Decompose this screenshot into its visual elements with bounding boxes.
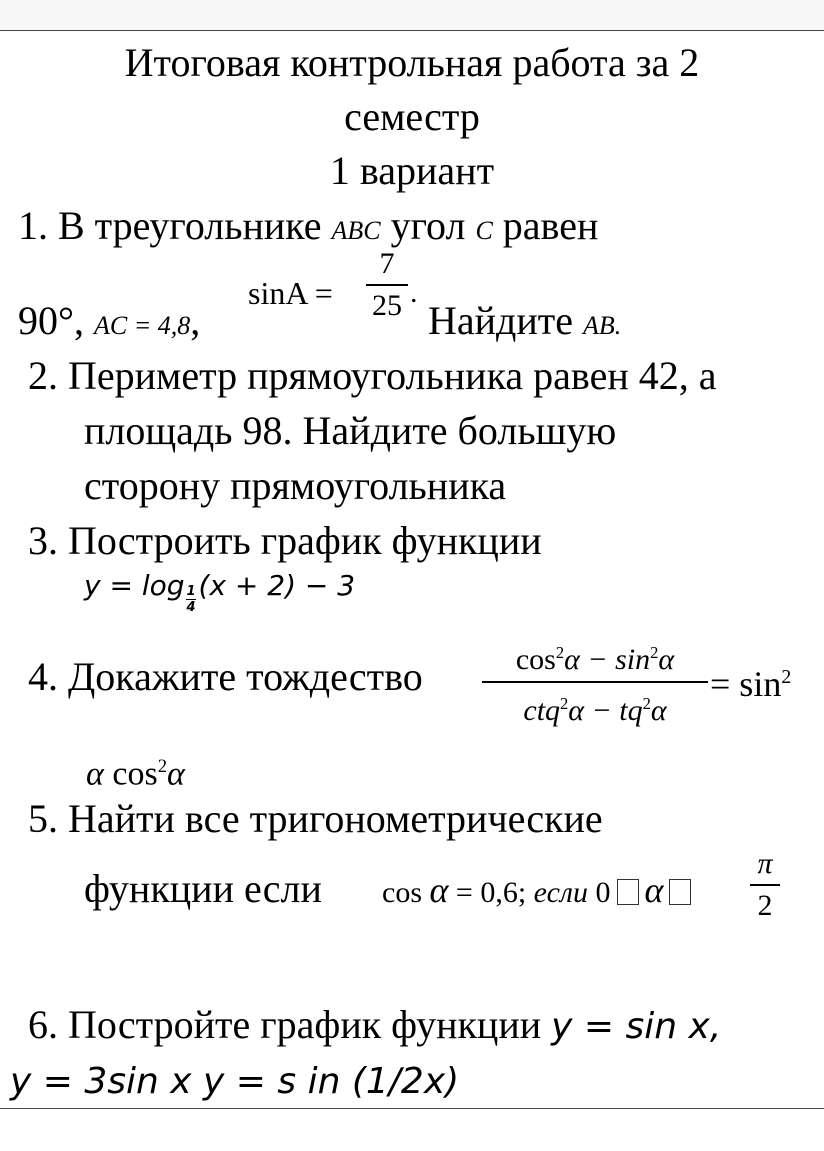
task6-f1: y = sin x, xyxy=(551,1006,722,1047)
doc-title-line2: семестр xyxy=(344,94,480,139)
task3-base-num: 1 xyxy=(186,584,196,599)
task5-pi: π xyxy=(757,847,773,880)
task4-label: 4. Докажите тождество xyxy=(28,654,423,699)
task6-line2: y = 3sin x y = s in (1/2x) xyxy=(10,1061,460,1102)
doc-title-line1: Итоговая контрольная работа за 2 xyxy=(124,40,700,85)
task1-text-b: угол xyxy=(390,203,466,248)
task1-fraction xyxy=(366,246,408,324)
task1-frac-bar xyxy=(366,284,408,286)
missing-glyph-icon xyxy=(669,879,691,905)
task3-arg: (x + 2) − 3 xyxy=(198,569,356,602)
viewer-top-bar xyxy=(0,0,824,30)
task1-ac: AC = 4,8 xyxy=(94,311,191,340)
task1-dot: . xyxy=(410,276,418,309)
task5-two: 2 xyxy=(757,889,773,922)
task4-fraction xyxy=(482,634,708,730)
task5-condition xyxy=(382,870,697,913)
task5-line2: функции если xyxy=(84,866,322,911)
task6-line1 xyxy=(28,1002,721,1050)
task5-pi-fraction xyxy=(750,846,780,924)
task5-line1: 5. Найти все тригонометрические xyxy=(28,796,603,841)
task6-label: 6. Постройте график функции xyxy=(28,1002,542,1047)
task1-comma: , xyxy=(190,298,201,343)
task3-base-den: 4 xyxy=(186,600,196,615)
task4-continuation: α $\cos^2\alpha$ xyxy=(86,755,185,793)
bottom-divider xyxy=(0,1108,824,1109)
task1-degree: 90°, xyxy=(18,298,84,343)
missing-glyph-icon xyxy=(617,879,639,905)
top-divider xyxy=(0,30,824,31)
variant-label: 1 вариант xyxy=(329,148,495,193)
task1-sin-a-text: sinA = xyxy=(248,275,333,311)
task1-line1 xyxy=(18,203,598,254)
task1-ab: AB. xyxy=(583,311,622,340)
task2-line3: сторону прямоугольника xyxy=(84,463,507,508)
task1-text-c: равен xyxy=(502,203,599,248)
task2-line1: 2. Периметр прямоугольника равен 42, а xyxy=(28,353,717,398)
task3-y-eq: y = log xyxy=(84,569,185,602)
task3-formula xyxy=(84,568,356,615)
task1-line2-part1 xyxy=(18,298,200,349)
task1-find-line xyxy=(428,298,621,349)
task4-denominator: $ctq^2\alpha - tq^2\alpha$ xyxy=(523,694,667,727)
task1-c: C xyxy=(475,216,493,245)
task5-cos: cos xyxy=(382,876,422,909)
task1-frac-num: 7 xyxy=(379,247,395,280)
task3-line1: 3. Построить график функции xyxy=(28,518,542,563)
task1-sinA xyxy=(248,270,333,316)
task1-text-a: 1. В треугольнике xyxy=(18,203,322,248)
task5-if: если xyxy=(533,876,588,909)
task5-eq: = 0,6; xyxy=(455,876,527,909)
task5-alpha: α xyxy=(429,870,449,910)
task1-frac-den: 25 xyxy=(372,289,402,322)
task4-rhs: = $\sin^2$ xyxy=(710,664,792,704)
task2-line2: площадь 98. Найдите большую xyxy=(84,408,617,453)
task5-alpha2: α xyxy=(644,870,664,910)
task1-find: Найдите xyxy=(428,298,574,343)
task5-zero: 0 xyxy=(595,876,611,909)
task1-abc: ABC xyxy=(331,216,381,245)
task4-frac-bar xyxy=(482,681,708,683)
task5-frac-bar xyxy=(750,884,780,886)
task4-numerator: $\cos^2\alpha - \sin^2\alpha$ xyxy=(515,643,675,676)
